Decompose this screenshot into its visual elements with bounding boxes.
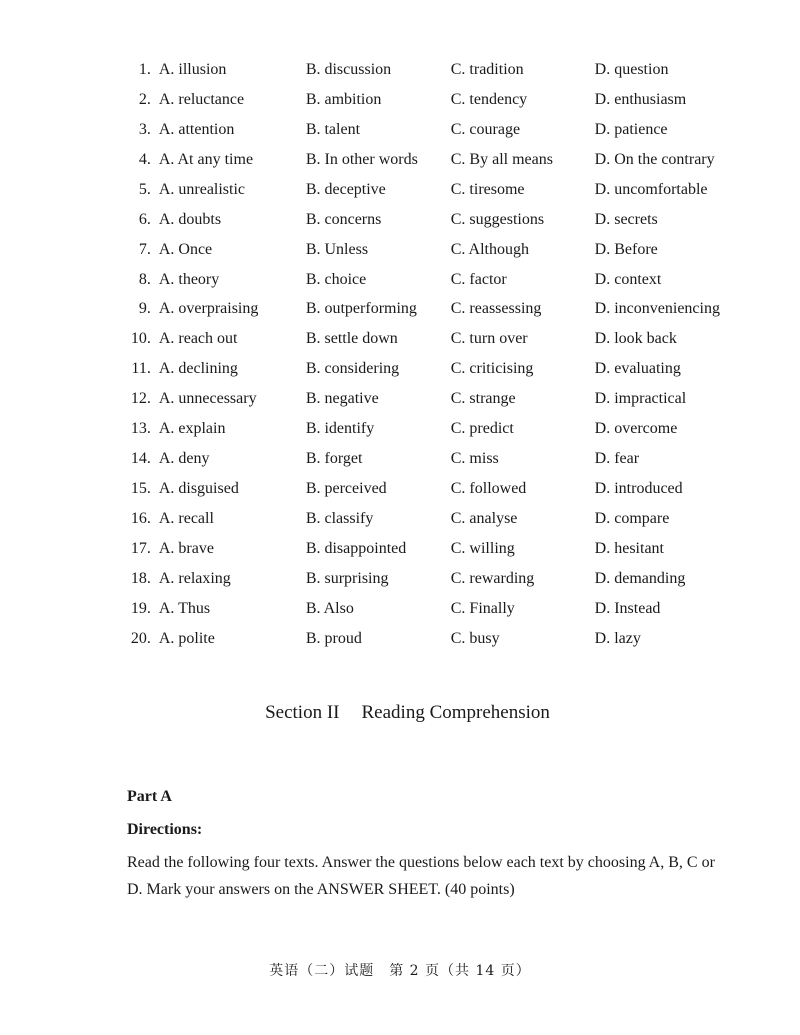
option-a: A. unnecessary xyxy=(158,390,257,408)
question-number: 13. xyxy=(130,420,151,438)
part-label: Part A xyxy=(127,788,172,805)
question-number: 19. xyxy=(130,599,151,617)
directions-text: Read the following four texts. Answer the questions below each text by choosing A, B, C or D. Mark your answers on the ANSWER SHEET. (40 points) xyxy=(127,854,715,898)
question-number: 10. xyxy=(130,330,151,348)
option-row xyxy=(118,564,758,594)
question-number: 9. xyxy=(138,300,151,318)
option-d: D. Instead xyxy=(594,599,661,617)
option-row xyxy=(118,145,758,175)
option-b: B. outperforming xyxy=(305,300,417,318)
option-d: D. inconveniencing xyxy=(594,300,720,318)
option-d: D. evaluating xyxy=(594,360,681,378)
question-number: 15. xyxy=(130,480,151,498)
option-a: A. overpraising xyxy=(158,300,259,318)
option-row xyxy=(118,175,758,205)
option-a: A. doubts xyxy=(158,210,222,228)
option-d: D. impractical xyxy=(594,390,687,408)
option-c: C. tendency xyxy=(450,90,528,108)
option-b: B. discussion xyxy=(305,60,392,78)
option-row xyxy=(118,85,758,115)
option-c: C. strange xyxy=(450,390,516,408)
option-row xyxy=(118,354,758,384)
option-b: B. deceptive xyxy=(305,180,386,198)
option-c: C. analyse xyxy=(450,510,518,528)
question-number: 14. xyxy=(130,450,151,468)
option-b: B. negative xyxy=(305,390,379,408)
option-a: A. declining xyxy=(158,360,238,378)
option-row xyxy=(118,504,758,534)
option-a: A. illusion xyxy=(158,60,227,78)
option-d: D. uncomfortable xyxy=(594,180,708,198)
option-c: C. miss xyxy=(450,450,499,468)
option-c: C. turn over xyxy=(450,330,528,348)
section-name: Reading Comprehension xyxy=(361,702,550,723)
option-row xyxy=(118,115,758,145)
section-number: Section II xyxy=(265,702,340,723)
option-c: C. tiresome xyxy=(450,180,525,198)
question-number: 8. xyxy=(138,270,151,288)
question-number: 12. xyxy=(130,390,151,408)
option-b: B. concerns xyxy=(305,210,382,228)
option-a: A. attention xyxy=(158,120,235,138)
option-b: B. ambition xyxy=(305,90,382,108)
option-a: A. Once xyxy=(158,240,213,258)
option-a: A. disguised xyxy=(158,480,239,498)
option-d: D. Before xyxy=(594,240,658,258)
option-a: A. At any time xyxy=(158,150,254,168)
option-b: B. forget xyxy=(305,450,363,468)
option-d: D. context xyxy=(594,270,662,288)
option-d: D. secrets xyxy=(594,210,658,228)
option-row xyxy=(118,474,758,504)
question-number: 11. xyxy=(131,360,151,378)
option-d: D. lazy xyxy=(594,629,641,647)
option-a: A. reluctance xyxy=(158,90,245,108)
option-row xyxy=(118,235,758,265)
option-d: D. patience xyxy=(594,120,668,138)
option-d: D. hesitant xyxy=(594,539,664,557)
option-row xyxy=(118,624,758,654)
option-b: B. disappointed xyxy=(305,539,407,557)
option-a: A. deny xyxy=(158,450,210,468)
option-b: B. In other words xyxy=(305,150,418,168)
option-a: A. brave xyxy=(158,539,214,557)
option-row xyxy=(118,265,758,295)
option-row xyxy=(118,55,758,85)
question-number: 4. xyxy=(138,150,151,168)
option-row xyxy=(118,594,758,624)
option-a: A. relaxing xyxy=(158,569,231,587)
cloze-options-body xyxy=(118,55,758,654)
question-number: 16. xyxy=(130,510,151,528)
option-a: A. recall xyxy=(158,510,214,528)
option-b: B. Unless xyxy=(305,240,369,258)
question-number: 7. xyxy=(138,240,151,258)
option-b: B. proud xyxy=(305,629,362,647)
option-row xyxy=(118,324,758,354)
directions-label: Directions: xyxy=(127,821,203,838)
option-a: A. unrealistic xyxy=(158,180,246,198)
option-row xyxy=(118,534,758,564)
option-c: C. tradition xyxy=(450,60,524,78)
option-d: D. question xyxy=(594,60,669,78)
option-c: C. courage xyxy=(450,120,521,138)
option-row xyxy=(118,205,758,235)
option-a: A. theory xyxy=(158,270,220,288)
option-c: C. busy xyxy=(450,629,500,647)
page-footer: 英语（二）试题 第 2 页（共 14 页） xyxy=(269,963,531,979)
option-row xyxy=(118,414,758,444)
section-title xyxy=(0,702,800,724)
option-c: C. factor xyxy=(450,270,507,288)
option-b: B. classify xyxy=(305,510,374,528)
option-b: B. settle down xyxy=(305,330,398,348)
option-d: D. demanding xyxy=(594,569,686,587)
option-a: A. reach out xyxy=(158,330,238,348)
question-number: 17. xyxy=(130,539,151,557)
option-b: B. choice xyxy=(305,270,367,288)
option-c: C. criticising xyxy=(450,360,534,378)
option-a: A. explain xyxy=(158,420,226,438)
option-c: C. rewarding xyxy=(450,569,535,587)
question-number: 18. xyxy=(130,569,151,587)
option-d: D. overcome xyxy=(594,420,678,438)
cloze-options-table xyxy=(118,55,758,654)
option-c: C. followed xyxy=(450,480,527,498)
option-c: C. Finally xyxy=(450,599,515,617)
option-d: D. look back xyxy=(594,330,677,348)
question-number: 20. xyxy=(130,629,151,647)
question-number: 5. xyxy=(138,180,151,198)
option-row xyxy=(118,295,758,325)
option-b: B. talent xyxy=(305,120,361,138)
option-b: B. perceived xyxy=(305,480,387,498)
question-number: 1. xyxy=(138,60,151,78)
option-c: C. willing xyxy=(450,539,515,557)
option-a: A. Thus xyxy=(158,599,211,617)
option-c: C. By all means xyxy=(450,150,553,168)
option-row xyxy=(118,384,758,414)
option-b: B. identify xyxy=(305,420,375,438)
option-c: C. reassessing xyxy=(450,300,542,318)
option-d: D. enthusiasm xyxy=(594,90,687,108)
option-c: C. suggestions xyxy=(450,210,545,228)
question-number: 6. xyxy=(138,210,151,228)
option-c: C. predict xyxy=(450,420,514,438)
option-b: B. considering xyxy=(305,360,400,378)
option-b: B. surprising xyxy=(305,569,389,587)
option-d: D. compare xyxy=(594,510,670,528)
option-c: C. Although xyxy=(450,240,529,258)
question-number: 2. xyxy=(138,90,151,108)
option-d: D. On the contrary xyxy=(594,150,715,168)
option-b: B. Also xyxy=(305,599,354,617)
option-d: D. fear xyxy=(594,450,640,468)
question-number: 3. xyxy=(138,120,151,138)
option-row xyxy=(118,444,758,474)
option-d: D. introduced xyxy=(594,480,683,498)
option-a: A. polite xyxy=(158,629,215,647)
